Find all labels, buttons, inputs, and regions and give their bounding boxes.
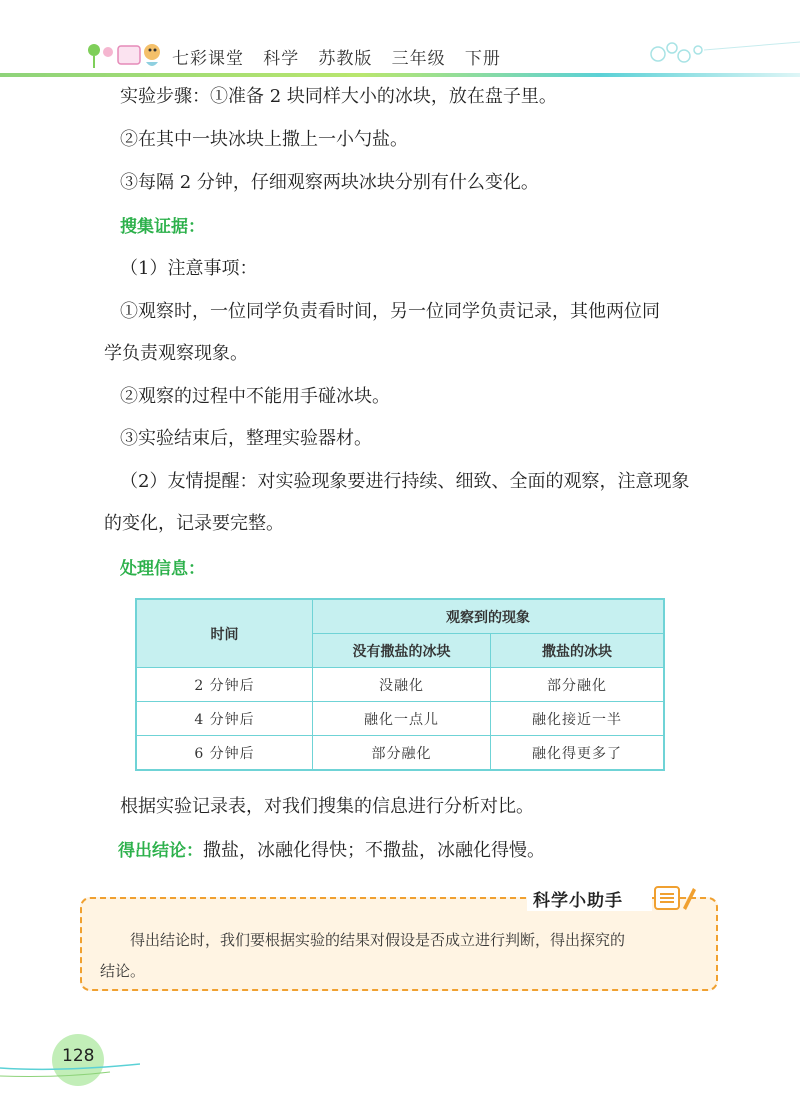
notes-heading: （1）注意事项： — [120, 258, 258, 279]
note-1-line-2: 学负责观察现象。 — [104, 343, 248, 364]
table-cell-salt: 融化接近一半 — [491, 702, 665, 736]
note-3-text: ③实验结束后，整理实验器材。 — [120, 428, 372, 449]
table-header-time: 时间 — [136, 599, 313, 668]
table-row — [136, 702, 664, 736]
step-3-text: ③每隔 2 分钟，仔细观察两块冰块分别有什么变化。 — [120, 172, 539, 193]
table-cell-salt: 融化得更多了 — [491, 736, 665, 771]
table-cell-no-salt: 没融化 — [313, 668, 491, 702]
table-cell-time: 2 分钟后 — [136, 668, 313, 702]
table-row — [136, 668, 664, 702]
conclusion-label: 得出结论： — [118, 841, 203, 861]
table-row — [136, 736, 664, 771]
table-header-no-salt: 没有撒盐的冰块 — [313, 634, 491, 668]
tip-line-2: 结论。 — [100, 962, 146, 980]
table-cell-salt: 部分融化 — [491, 668, 665, 702]
step-2-text: ②在其中一块冰块上撒上一小勺盐。 — [120, 129, 408, 150]
decorative-circles-icon — [640, 38, 800, 74]
cartoon-logo-icon — [84, 38, 164, 72]
header-title: 七彩课堂 科学 苏教版 三年级 下册 — [172, 49, 501, 69]
conclusion-line — [118, 838, 545, 864]
note-2-text: ②观察的过程中不能用手碰冰块。 — [120, 386, 390, 407]
page-header — [0, 0, 800, 80]
analysis-text: 根据实验记录表，对我们搜集的信息进行分析对比。 — [120, 796, 534, 817]
science-helper-title: 科学小助手 — [533, 891, 623, 911]
observation-table — [135, 598, 665, 771]
note-1-line-1: ①观察时，一位同学负责看时间，另一位同学负责记录，其他两位同 — [120, 301, 660, 322]
page-corner-decoration — [0, 1020, 140, 1113]
table-cell-no-salt: 部分融化 — [313, 736, 491, 771]
table-cell-time: 6 分钟后 — [136, 736, 313, 771]
table-header-salt: 撒盐的冰块 — [491, 634, 665, 668]
reminder-line-1: （2）友情提醒：对实验现象要进行持续、细致、全面的观察，注意现象 — [120, 471, 690, 492]
page-number: 128 — [62, 1046, 95, 1066]
table-cell-no-salt: 融化一点儿 — [313, 702, 491, 736]
table-header-row — [136, 599, 664, 634]
header-divider — [0, 72, 800, 78]
step-1-text: 实验步骤：①准备 2 块同样大小的冰块，放在盘子里。 — [120, 86, 557, 107]
section-collect-heading: 搜集证据： — [120, 217, 205, 237]
table-header-observed: 观察到的现象 — [313, 599, 665, 634]
table-cell-time: 4 分钟后 — [136, 702, 313, 736]
tip-line-1: 得出结论时，我们要根据实验的结果对假设是否成立进行判断，得出探究的 — [130, 931, 626, 949]
reminder-line-2: 的变化，记录要完整。 — [104, 513, 284, 534]
section-process-heading: 处理信息： — [120, 559, 205, 579]
conclusion-text: 撒盐，冰融化得快；不撒盐，冰融化得慢。 — [203, 840, 545, 861]
